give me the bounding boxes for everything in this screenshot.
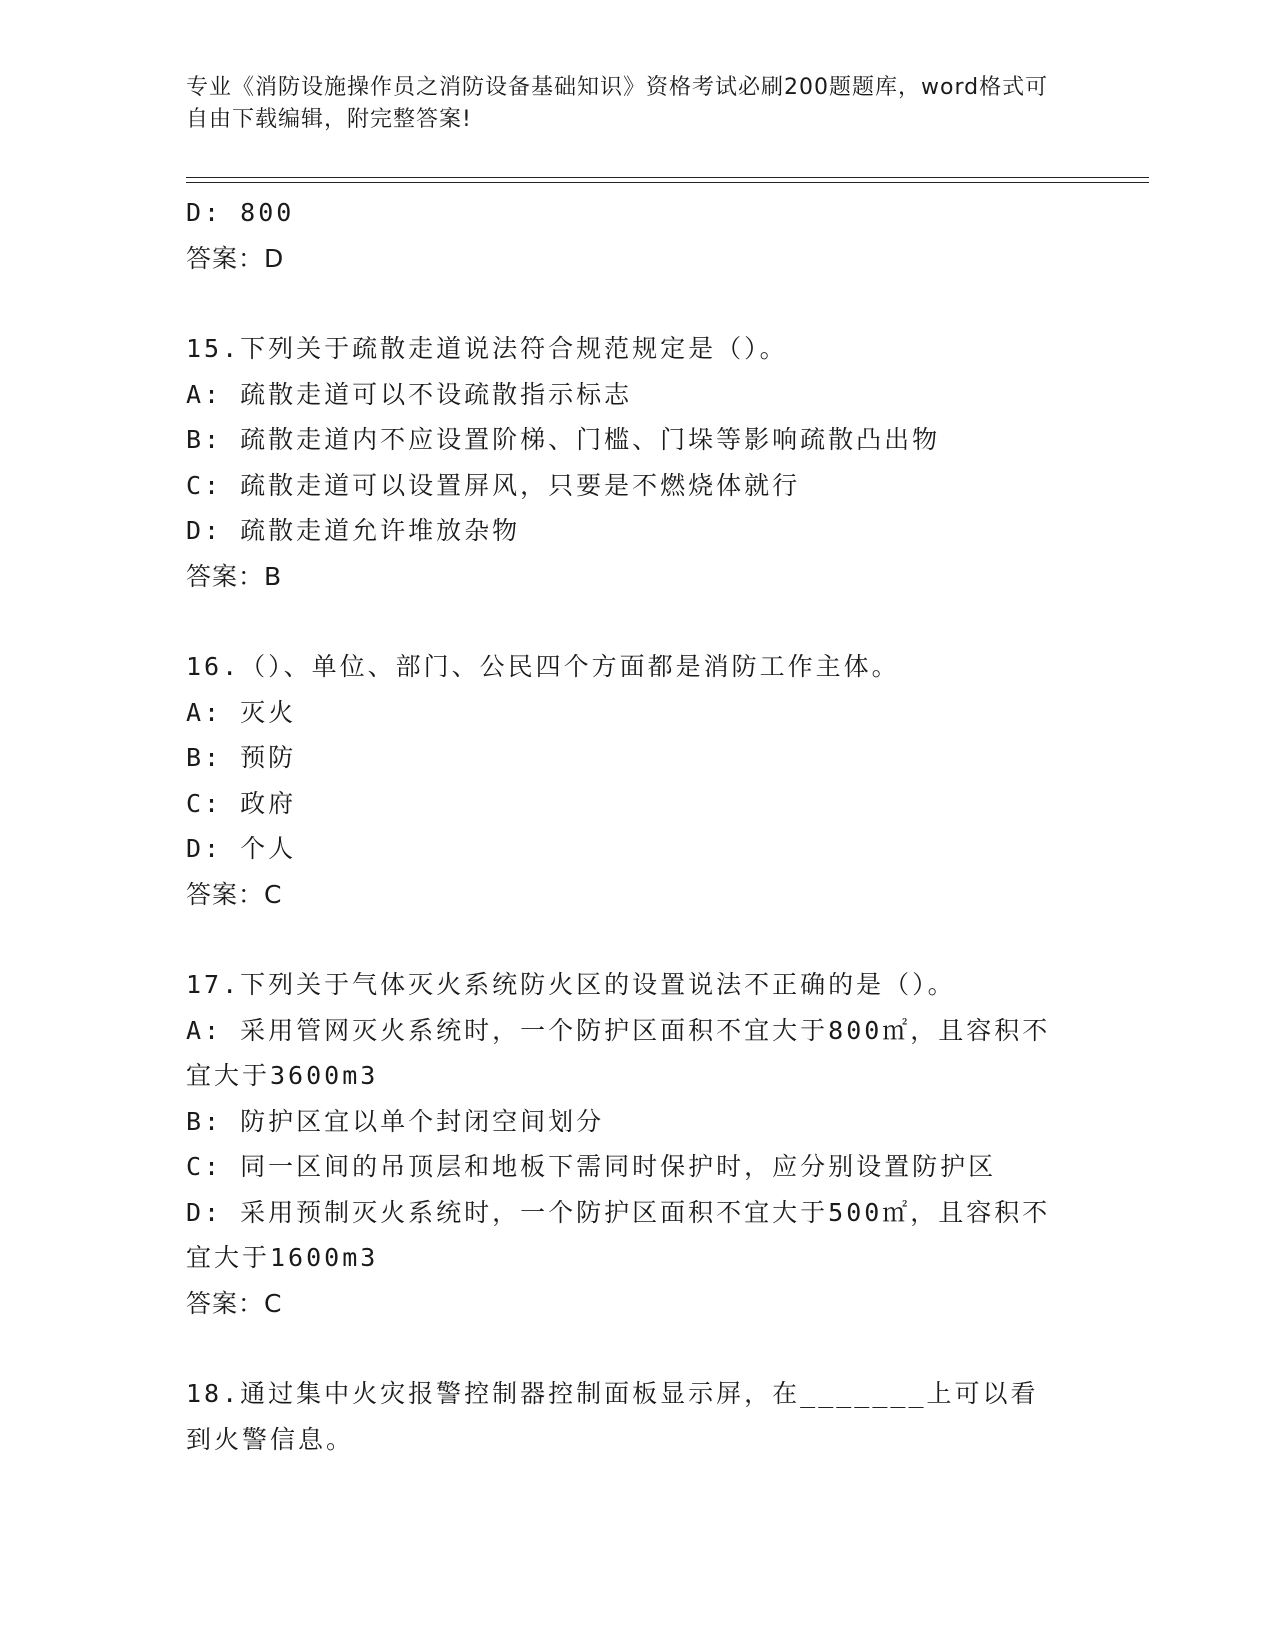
option-b: B: 疏散走道内不应设置阶梯、门槛、门垛等影响疏散凸出物 <box>186 425 941 454</box>
option-d: D: 疏散走道允许堆放杂物 <box>186 516 521 545</box>
option-a: A: 采用管网灭火系统时，一个防护区面积不宜大于800㎡，且容积不宜大于3600m3 <box>186 1015 1051 1090</box>
question-17 <box>186 962 1086 1326</box>
option-b: B: 预防 <box>186 743 297 772</box>
answer-line: 答案：C <box>186 879 283 909</box>
question-text: 15.下列关于疏散走道说法符合规范规定是（）。 <box>186 334 788 363</box>
question-16 <box>186 644 1086 917</box>
option-c: C: 疏散走道可以设置屏风，只要是不燃烧体就行 <box>186 470 801 500</box>
option-d: D: 800 <box>186 198 295 227</box>
header-rule-bottom <box>186 182 1149 183</box>
option-d: D: 采用预制灭火系统时，一个防护区面积不宜大于500㎡，且容积不宜大于1600m3 <box>186 1197 1051 1272</box>
spacer <box>186 917 1086 962</box>
answer-line: 答案：D <box>186 243 285 273</box>
option-c: C: 同一区间的吊顶层和地板下需同时保护时，应分别设置防护区 <box>186 1152 997 1181</box>
question-15 <box>186 326 1086 599</box>
option-a: A: 疏散走道可以不设疏散指示标志 <box>186 379 633 409</box>
question-list <box>186 190 1086 1462</box>
spacer <box>186 281 1086 326</box>
question-18 <box>186 1371 1086 1462</box>
answer-line: 答案：C <box>186 1288 283 1318</box>
question-text: 18.通过集中火灾报警控制器控制面板显示屏，在_______上可以看到火警信息。 <box>186 1379 1039 1454</box>
option-a: A: 灭火 <box>186 697 297 727</box>
answer-line: 答案：B <box>186 561 283 591</box>
question-text: 16.（）、单位、部门、公民四个方面都是消防工作主体。 <box>186 652 900 681</box>
option-d: D: 个人 <box>186 834 297 863</box>
header-rule-top <box>186 177 1149 178</box>
option-b: B: 防护区宜以单个封闭空间划分 <box>186 1106 605 1136</box>
question-text: 17.下列关于气体灭火系统防火区的设置说法不正确的是（）。 <box>186 970 956 999</box>
spacer <box>186 1326 1086 1371</box>
previous-question-tail <box>186 190 1086 281</box>
spacer <box>186 599 1086 644</box>
document-header: 专业《消防设施操作员之消防设备基础知识》资格考试必刷200题题库，word格式可自由下载编辑，附完整答案! <box>186 75 1049 132</box>
option-c: C: 政府 <box>186 788 297 818</box>
